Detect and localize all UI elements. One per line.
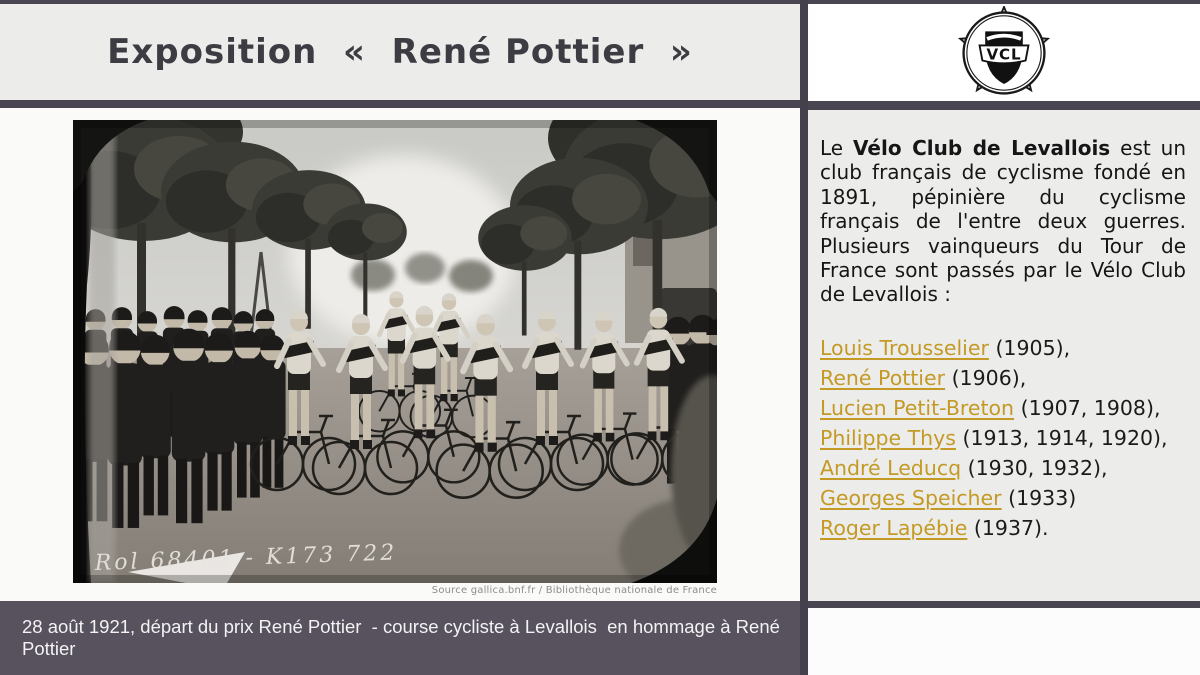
right-bottom-line [808, 601, 1200, 608]
logo-divider-bar [808, 101, 1200, 110]
club-text-panel [808, 110, 1200, 601]
winner-row [820, 363, 1186, 393]
vcl-logo [957, 6, 1051, 100]
logo-box [808, 4, 1200, 101]
winner-row [820, 423, 1186, 453]
winners-list [820, 333, 1186, 543]
right-section [808, 0, 1200, 675]
historic-photo-illustration [73, 120, 717, 583]
winner-row [820, 333, 1186, 363]
club-name-bold: Vélo Club de Levallois [853, 136, 1111, 160]
page-title: Exposition « René Pottier » [107, 32, 693, 72]
winner-years: (1933) [1001, 485, 1077, 510]
club-description [820, 136, 1186, 307]
winner-years: (1905), [988, 335, 1071, 360]
right-bottom-whitespace [808, 608, 1200, 675]
winner-link-lucien-petit-breton[interactable]: Lucien Petit-Breton [820, 395, 1015, 420]
winner-years: (1913, 1914, 1920), [955, 425, 1168, 450]
winner-years: (1907, 1908), [1014, 395, 1161, 420]
winner-link-roger-lapebie[interactable]: Roger Lapébie [820, 515, 968, 540]
winner-row [820, 393, 1186, 423]
winner-row [820, 453, 1186, 483]
footer-caption-bar [0, 601, 800, 675]
winner-link-rene-pottier[interactable]: René Pottier [820, 365, 946, 390]
photo-handwritten-reference: Rol 68401 - K173 722 [94, 540, 398, 576]
photo-caption: 28 août 1921, départ du prix René Pottier - course cycliste à Levallois en hommage à René Pottier [22, 616, 786, 659]
slide-header [0, 4, 800, 100]
winner-years: (1930, 1932), [961, 455, 1108, 480]
header-divider-bar [0, 100, 800, 108]
winner-link-philippe-thys[interactable]: Philippe Thys [820, 425, 956, 450]
vcl-logo-text: VCL [986, 45, 1022, 64]
winner-years: (1937). [967, 515, 1049, 540]
winner-years: (1906), [945, 365, 1027, 390]
photo-area [0, 108, 800, 601]
winner-link-georges-speicher[interactable]: Georges Speicher [820, 485, 1002, 510]
paragraph-lead: Le [820, 136, 854, 160]
winner-link-louis-trousselier[interactable]: Louis Trousselier [820, 335, 989, 360]
photo-source-credit: Source gallica.bnf.fr / Bibliothèque nationale de France [431, 585, 717, 596]
winner-row [820, 513, 1186, 543]
vertical-divider [800, 0, 808, 675]
paragraph-rest: est un club français de cyclisme fondé en 1891, pépinière du cyclisme français de l'entre deux guerres. Plusieurs vainqueurs du Tour de France sont passés par le Vélo Club de Levallois : [820, 136, 1186, 307]
historic-photo [73, 120, 717, 583]
winner-link-andre-leducq[interactable]: André Leducq [820, 455, 962, 480]
winner-row [820, 483, 1186, 513]
